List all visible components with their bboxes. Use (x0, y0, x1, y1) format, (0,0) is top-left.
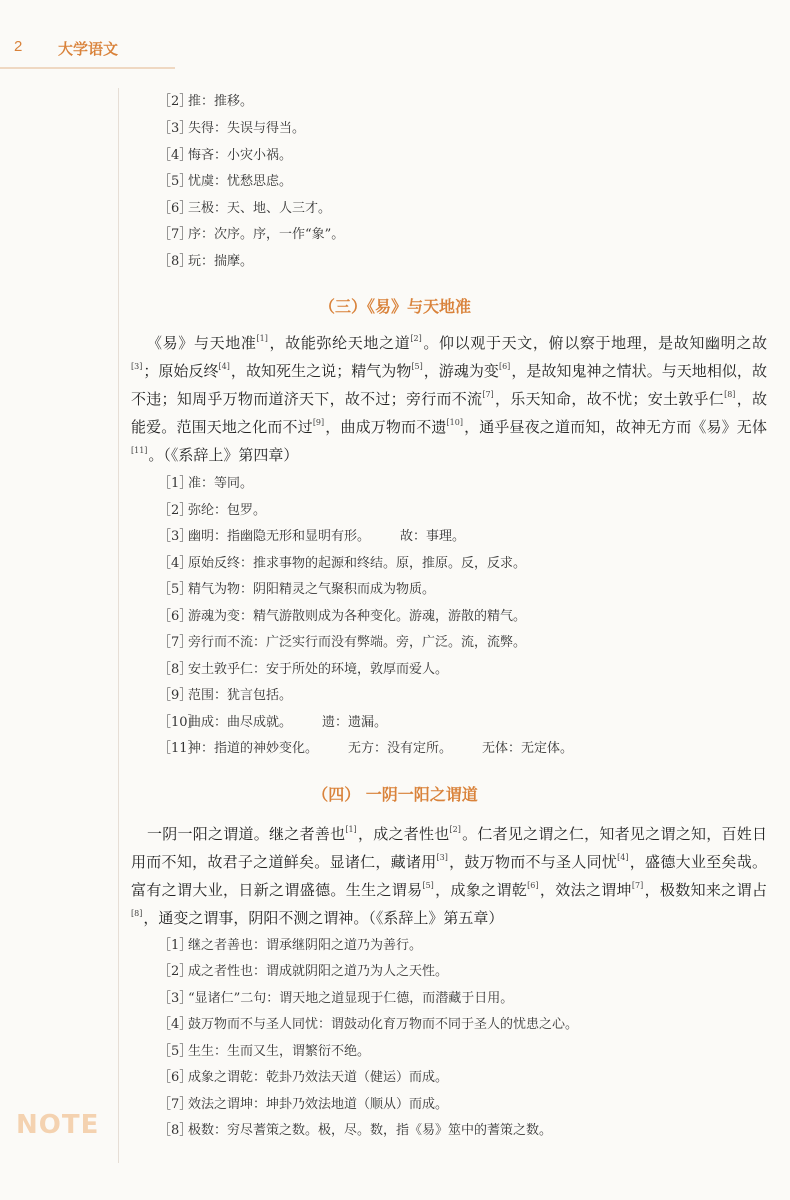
footnote: ［6］三极：天、地、人三才。 (158, 201, 332, 216)
footnote: ［7］旁行而不流：广泛实行而没有弊端。旁，广泛。流，流弊。 (158, 635, 527, 650)
footnote: ［8］极数：穷尽蓍策之数。极，尽。数，指《易》筮中的蓍策之数。 (158, 1123, 553, 1138)
page-header (0, 0, 790, 80)
margin-rule (118, 88, 119, 1163)
footnote: ［7］效法之谓坤：坤卦乃效法地道（顺从）而成。 (158, 1097, 449, 1112)
section-paragraph: 一阴一阳之谓道。继之者善也[1]，成之者性也[2]。仁者见之谓之仁，知者见之谓之知，百姓日用而不知，故君子之道鲜矣。显诸仁，藏诸用[3]，鼓万物而不与圣人同忧[4]，盛德大业至矣哉。富有之谓大业，日新之谓盛德。生生之谓易[5]，成象之谓乾[6]，效法之谓坤[7]，极数知来之谓占[8]，通变之谓事，阴阳不测之谓神。（《系辞上》第五章） (131, 825, 767, 927)
footnote: ［5］精气为物：阴阳精灵之气聚积而成为物质。 (158, 582, 436, 597)
footnote: ［11］神：指道的神妙变化。 无方：没有定所。 无体：无定体。 (158, 741, 574, 756)
book-title: 大学语文 (58, 40, 119, 58)
footnote: ［8］玩：揣摩。 (158, 254, 254, 269)
section-paragraph: 《易》与天地准[1]，故能弥纶天地之道[2]。仰以观于天文，俯以察于地理，是故知幽明之故[3]；原始反终[4]，故知死生之说；精气为物[5]，游魂为变[6]，是故知鬼神之情状。与天地相似，故不违；知周乎万物而道济天下，故不过；旁行而不流[7]，乐天知命，故不忧；安土敦乎仁[8]，故能爱。范围天地之化而不过[9]，曲成万物而不遗[10]，通乎昼夜之道而知，故神无方而《易》无体[11]。（《系辞上》第四章） (131, 334, 767, 464)
footnote: ［9］范围：犹言包括。 (158, 688, 293, 703)
footnote: ［5］忧虞：忧愁思虑。 (158, 174, 293, 189)
footnote: ［3］幽明：指幽隐无形和显明有形。 故：事理。 (158, 529, 466, 544)
note-margin-label: NOTE (16, 1110, 100, 1140)
footnote: ［1］准：等同。 (158, 476, 254, 491)
footnote: ［3］“显诸仁”二句：谓天地之道显现于仁德，而潜藏于日用。 (158, 991, 514, 1006)
footnote: ［8］安土敦乎仁：安于所处的环境，敦厚而爱人。 (158, 662, 449, 677)
footnote: ［7］序：次序。序，一作“象”。 (158, 227, 345, 242)
page-number: 2 (14, 38, 23, 55)
footnote: ［1］继之者善也：谓承继阴阳之道乃为善行。 (158, 938, 423, 953)
footnote: ［2］推：推移。 (158, 94, 254, 109)
section-title: （三）《易》与天地准 (318, 297, 471, 316)
footnote: ［4］原始反终：推求事物的起源和终结。原，推原。反，反求。 (158, 556, 527, 571)
footnote: ［4］悔吝：小灾小祸。 (158, 148, 293, 163)
footnote: ［2］弥纶：包罗。 (158, 503, 267, 518)
footnote: ［6］成象之谓乾：乾卦乃效法天道（健运）而成。 (158, 1070, 449, 1085)
footnote: ［2］成之者性也：谓成就阴阳之道乃为人之天性。 (158, 964, 449, 979)
footnote: ［3］失得：失误与得当。 (158, 121, 306, 136)
section-title: （四） 一阴一阳之谓道 (312, 785, 478, 804)
footnote: ［5］生生：生而又生，谓繁衍不绝。 (158, 1044, 371, 1059)
footnote: ［4］鼓万物而不与圣人同忧：谓鼓动化育万物而不同于圣人的忧患之心。 (158, 1017, 579, 1032)
footnote: ［10］曲成：曲尽成就。 遗：遗漏。 (158, 715, 388, 730)
header-rule (0, 67, 175, 69)
footnote: ［6］游魂为变：精气游散则成为各种变化。游魂，游散的精气。 (158, 609, 527, 624)
